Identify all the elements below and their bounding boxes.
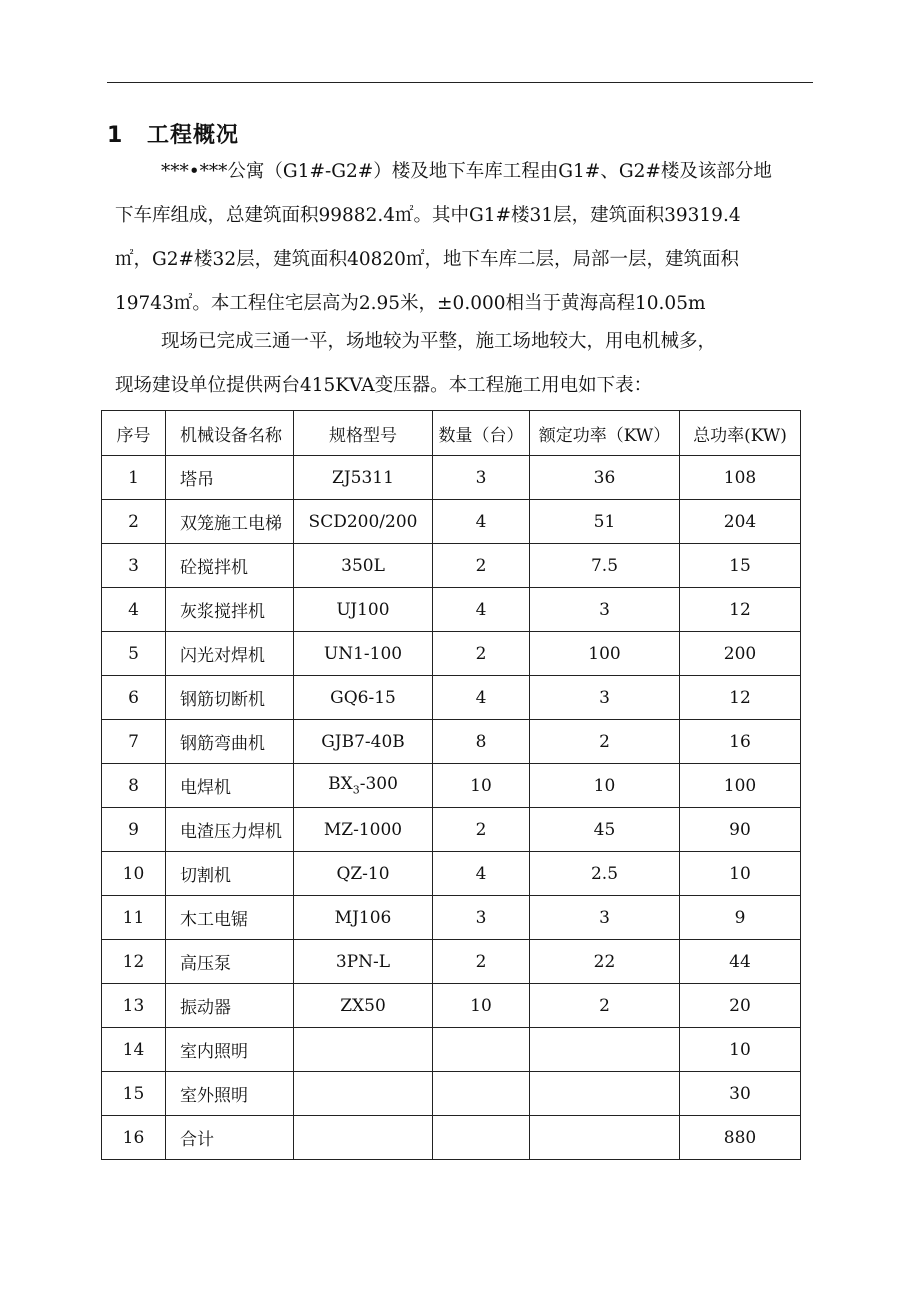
paragraph-line: 现场建设单位提供两台415KVA变压器。本工程施工用电如下表： — [115, 375, 653, 396]
cell-model — [294, 764, 433, 808]
cell-total: 44 — [680, 940, 801, 984]
cell-qty: 8 — [433, 720, 530, 764]
cell-rated — [530, 1116, 680, 1160]
table-row — [102, 896, 801, 940]
cell-rated: 10 — [530, 764, 680, 808]
cell-no: 11 — [102, 896, 166, 940]
paragraph-line: ***•***公寓（G1#-G2#）楼及地下车库工程由G1#、G2#楼及该部分地 — [161, 161, 772, 182]
table-row — [102, 676, 801, 720]
cell-qty — [433, 1072, 530, 1116]
cell-no: 8 — [102, 764, 166, 808]
cell-rated: 3 — [530, 896, 680, 940]
cell-rated: 3 — [530, 676, 680, 720]
cell-total: 15 — [680, 544, 801, 588]
cell-name: 钢筋弯曲机 — [166, 720, 294, 764]
site-paragraph — [115, 320, 815, 408]
cell-rated: 45 — [530, 808, 680, 852]
header-rule — [107, 82, 813, 83]
table-row — [102, 984, 801, 1028]
model-prefix: BX — [328, 774, 353, 795]
paragraph-line: ㎡，G2#楼32层，建筑面积40820㎡，地下车库二层，局部一层，建筑面积 — [115, 249, 739, 270]
cell-qty — [433, 1116, 530, 1160]
cell-no: 10 — [102, 852, 166, 896]
section-title: 工程概况 — [147, 123, 240, 148]
cell-model: ZJ5311 — [294, 456, 433, 500]
cell-total: 16 — [680, 720, 801, 764]
cell-model: ZX50 — [294, 984, 433, 1028]
cell-name: 钢筋切断机 — [166, 676, 294, 720]
cell-qty: 4 — [433, 500, 530, 544]
cell-rated: 51 — [530, 500, 680, 544]
cell-total: 12 — [680, 676, 801, 720]
cell-rated: 2 — [530, 984, 680, 1028]
table-row — [102, 1072, 801, 1116]
cell-total: 12 — [680, 588, 801, 632]
cell-name: 砼搅拌机 — [166, 544, 294, 588]
cell-model: 350L — [294, 544, 433, 588]
cell-no: 13 — [102, 984, 166, 1028]
cell-total: 30 — [680, 1072, 801, 1116]
cell-no: 7 — [102, 720, 166, 764]
cell-qty — [433, 1028, 530, 1072]
cell-model — [294, 1072, 433, 1116]
cell-total: 90 — [680, 808, 801, 852]
cell-no: 14 — [102, 1028, 166, 1072]
table-row — [102, 1028, 801, 1072]
model-subscript: 3 — [352, 783, 360, 797]
cell-name: 电渣压力焊机 — [166, 808, 294, 852]
cell-rated: 2 — [530, 720, 680, 764]
cell-rated: 2.5 — [530, 852, 680, 896]
cell-rated — [530, 1028, 680, 1072]
cell-model — [294, 1116, 433, 1160]
cell-rated: 22 — [530, 940, 680, 984]
cell-model: MJ106 — [294, 896, 433, 940]
cell-total: 10 — [680, 1028, 801, 1072]
table-row — [102, 588, 801, 632]
cell-total: 10 — [680, 852, 801, 896]
cell-rated: 36 — [530, 456, 680, 500]
cell-no: 5 — [102, 632, 166, 676]
cell-model: QZ-10 — [294, 852, 433, 896]
cell-model: UJ100 — [294, 588, 433, 632]
cell-rated — [530, 1072, 680, 1116]
cell-total: 204 — [680, 500, 801, 544]
cell-name: 切割机 — [166, 852, 294, 896]
paragraph-line: 19743㎡。本工程住宅层高为2.95米，±0.000相当于黄海高程10.05m — [115, 293, 706, 314]
cell-no: 4 — [102, 588, 166, 632]
section-heading — [107, 118, 239, 149]
cell-name: 塔吊 — [166, 456, 294, 500]
cell-total: 9 — [680, 896, 801, 940]
cell-no: 6 — [102, 676, 166, 720]
cell-name: 振动器 — [166, 984, 294, 1028]
header-model: 规格型号 — [294, 411, 433, 456]
cell-qty: 4 — [433, 588, 530, 632]
cell-name: 双笼施工电梯 — [166, 500, 294, 544]
table-row — [102, 456, 801, 500]
cell-name: 灰浆搅拌机 — [166, 588, 294, 632]
cell-model — [294, 1028, 433, 1072]
cell-name: 电焊机 — [166, 764, 294, 808]
cell-rated: 3 — [530, 588, 680, 632]
cell-no: 16 — [102, 1116, 166, 1160]
paragraph-line: 现场已完成三通一平，场地较为平整，施工场地较大，用电机械多， — [161, 331, 717, 352]
cell-name: 室内照明 — [166, 1028, 294, 1072]
overview-paragraph — [115, 150, 815, 326]
cell-model: GJB7-40B — [294, 720, 433, 764]
header-no: 序号 — [102, 411, 166, 456]
cell-qty: 3 — [433, 896, 530, 940]
table-row — [102, 764, 801, 808]
cell-total: 20 — [680, 984, 801, 1028]
cell-no: 2 — [102, 500, 166, 544]
cell-qty: 10 — [433, 984, 530, 1028]
header-qty: 数量（台） — [433, 411, 530, 456]
cell-name: 室外照明 — [166, 1072, 294, 1116]
cell-rated: 100 — [530, 632, 680, 676]
cell-model: MZ-1000 — [294, 808, 433, 852]
cell-total: 100 — [680, 764, 801, 808]
table-row-total — [102, 1116, 801, 1160]
header-rated-power: 额定功率（KW） — [530, 411, 680, 456]
header-name: 机械设备名称 — [166, 411, 294, 456]
equipment-power-table — [101, 410, 801, 1160]
cell-model: GQ6-15 — [294, 676, 433, 720]
cell-no: 1 — [102, 456, 166, 500]
cell-qty: 10 — [433, 764, 530, 808]
table-row — [102, 500, 801, 544]
cell-qty: 4 — [433, 852, 530, 896]
cell-no: 12 — [102, 940, 166, 984]
cell-qty: 4 — [433, 676, 530, 720]
table-row — [102, 720, 801, 764]
cell-qty: 2 — [433, 940, 530, 984]
cell-name: 闪光对焊机 — [166, 632, 294, 676]
table-row — [102, 544, 801, 588]
table-header-row — [102, 411, 801, 456]
cell-qty: 3 — [433, 456, 530, 500]
cell-model: UN1-100 — [294, 632, 433, 676]
cell-qty: 2 — [433, 808, 530, 852]
model-suffix: -300 — [359, 774, 398, 795]
table-row — [102, 940, 801, 984]
cell-no: 15 — [102, 1072, 166, 1116]
cell-model: 3PN-L — [294, 940, 433, 984]
cell-name: 木工电锯 — [166, 896, 294, 940]
cell-no: 3 — [102, 544, 166, 588]
table-row — [102, 852, 801, 896]
cell-name: 合计 — [166, 1116, 294, 1160]
paragraph-line: 下车库组成，总建筑面积99882.4㎡。其中G1#楼31层，建筑面积39319.4 — [115, 205, 741, 226]
cell-total: 200 — [680, 632, 801, 676]
cell-total: 880 — [680, 1116, 801, 1160]
section-number: 1 — [107, 123, 124, 148]
cell-model: SCD200/200 — [294, 500, 433, 544]
header-total-power: 总功率(KW) — [680, 411, 801, 456]
table-row — [102, 808, 801, 852]
cell-no: 9 — [102, 808, 166, 852]
cell-total: 108 — [680, 456, 801, 500]
cell-qty: 2 — [433, 632, 530, 676]
table-row — [102, 632, 801, 676]
cell-qty: 2 — [433, 544, 530, 588]
cell-name: 高压泵 — [166, 940, 294, 984]
cell-rated: 7.5 — [530, 544, 680, 588]
